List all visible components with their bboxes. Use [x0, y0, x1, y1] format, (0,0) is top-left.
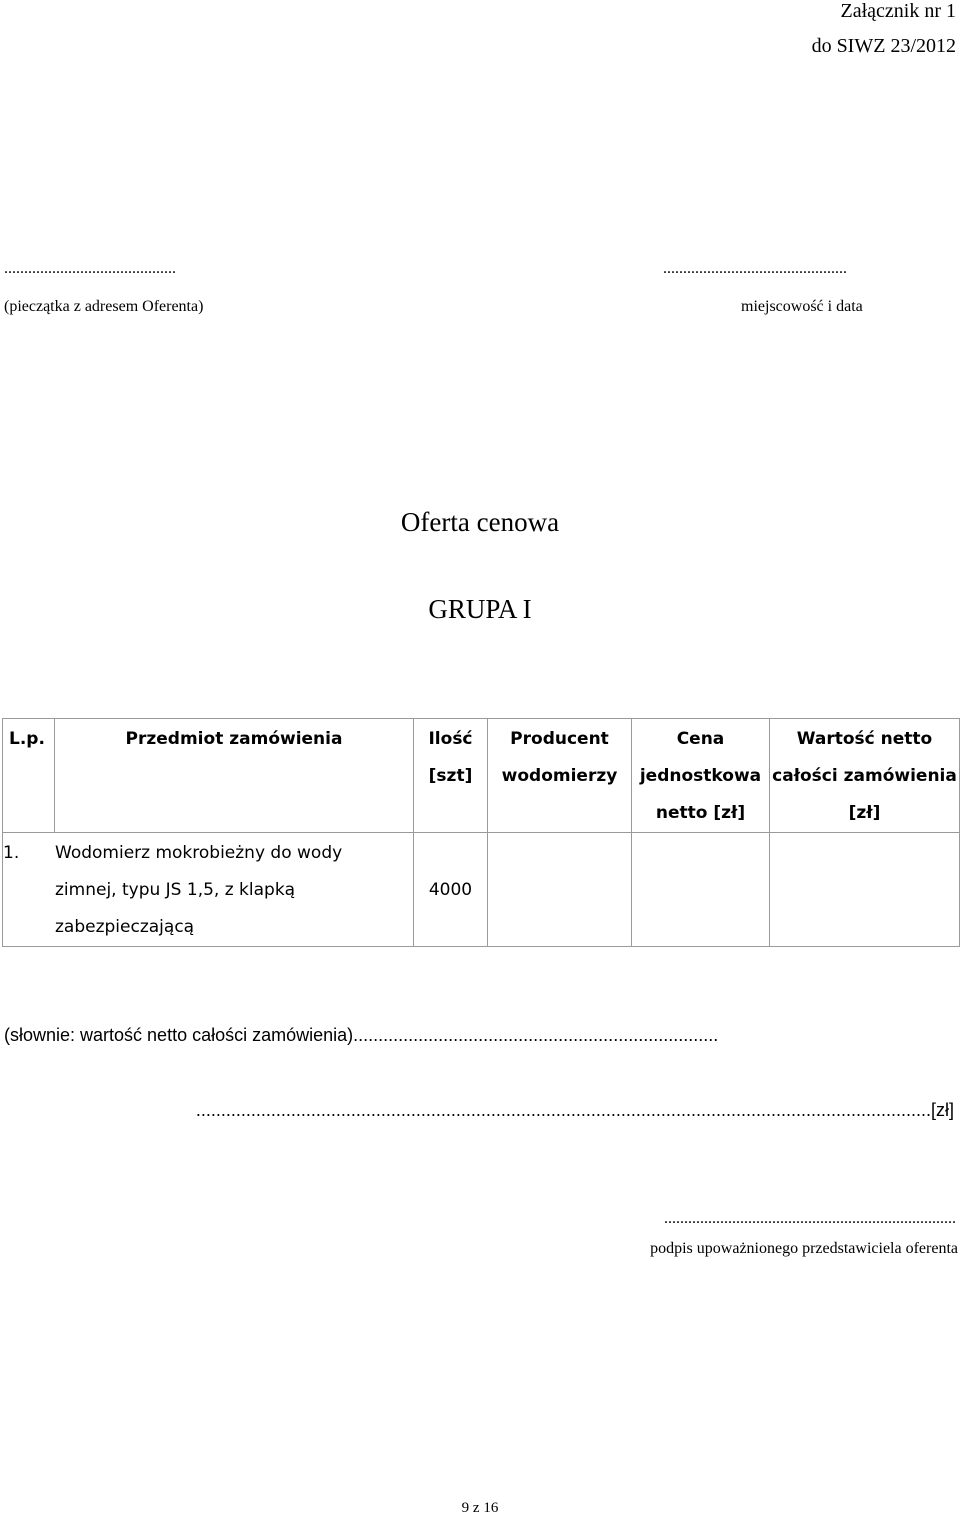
- header-unit-price: Cena jednostkowa netto [zł]: [632, 719, 770, 833]
- header-quantity: Ilość [szt]: [414, 719, 488, 833]
- signature-label: podpis upoważnionego przedstawiciela oferenta: [650, 1240, 958, 1257]
- place-date-label: miejscowość i data: [741, 298, 863, 315]
- page-title: Oferta cenowa: [400, 507, 560, 537]
- item-quantity: 4000: [414, 833, 488, 947]
- amount-in-words-continuation: ...................................................................................................................................................[zł]: [195, 1100, 954, 1120]
- page-number: 9 z 16: [461, 1500, 499, 1516]
- table-row: [3, 833, 960, 947]
- item-desc-line: zimnej, typu JS 1,5, z klapką: [55, 880, 296, 900]
- group-title: GRUPA I: [428, 594, 532, 624]
- item-desc-line: Wodomierz mokrobieżny do wody: [55, 843, 343, 863]
- header-lp: L.p.: [3, 719, 55, 833]
- item-description-cell: [3, 833, 414, 947]
- stamp-dots: ...........................................: [4, 260, 176, 277]
- row-number: 1.: [3, 843, 20, 863]
- offer-table: [2, 718, 960, 947]
- signature-dots: .........................................................................: [664, 1210, 956, 1227]
- stamp-label: (pieczątka z adresem Oferenta): [4, 298, 204, 315]
- header-total-value: Wartość netto całości zamówienia [zł]: [770, 719, 960, 833]
- annex-reference: do SIWZ 23/2012: [811, 35, 956, 57]
- annex-number: Załącznik nr 1: [840, 0, 956, 22]
- header-subject: Przedmiot zamówienia: [55, 719, 414, 833]
- header-producer: Producent wodomierzy: [488, 719, 632, 833]
- item-total-value-cell[interactable]: [770, 833, 960, 947]
- place-date-dots: ..............................................: [663, 260, 847, 277]
- amount-in-words-line: (słownie: wartość netto całości zamówienia).........................................................................: [4, 1025, 719, 1045]
- item-unit-price-cell[interactable]: [632, 833, 770, 947]
- item-desc-line: zabezpieczającą: [55, 917, 195, 937]
- table-header-row: [3, 719, 960, 833]
- item-producer-cell[interactable]: [488, 833, 632, 947]
